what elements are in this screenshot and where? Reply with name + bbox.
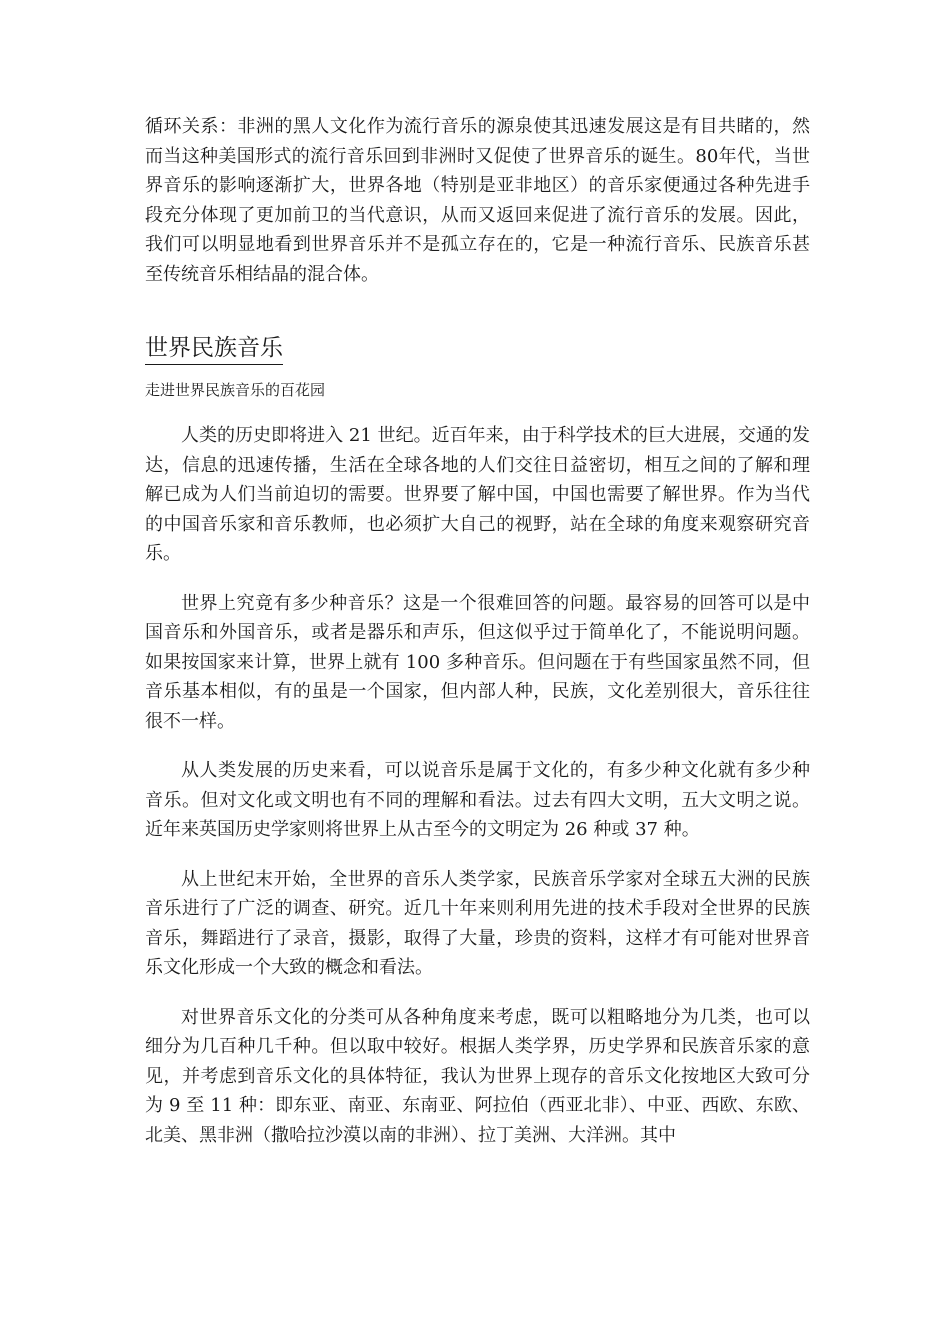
- body-paragraph-2: 世界上究竟有多少种音乐？这是一个很难回答的问题。最容易的回答可以是中国音乐和外国音乐，或者是器乐和声乐，但这似乎过于简单化了，不能说明问题。如果按国家来计算，世界上就有 100 多种音乐。但问题在于有些国家虽然不同，但音乐基本相似，有的虽是一个国家，但内部人种，民族，文化差别很大，音乐往往很不一样。: [145, 592, 810, 732]
- body-paragraph-3: 从人类发展的历史来看，可以说音乐是属于文化的，有多少种文化就有多少种音乐。但对文化或文明也有不同的理解和看法。过去有四大文明，五大文明之说。近年来英国历史学家则将世界上从古至今的文明定为 26 种或 37 种。: [145, 760, 810, 840]
- document-page: [145, 112, 810, 1150]
- body-paragraph-1: 人类的历史即将进入 21 世纪。近百年来，由于科学技术的巨大进展，交通的发达，信息的迅速传播，生活在全球各地的人们交往日益密切，相互之间的了解和理解已成为人们当前迫切的需要。世界要了解中国，中国也需要了解世界。作为当代的中国音乐家和音乐教师，也必须扩大自己的视野，站在全球的角度来观察研究音乐。: [145, 425, 810, 564]
- body-paragraph-5: 对世界音乐文化的分类可从各种角度来考虑，既可以粗略地分为几类，也可以细分为几百种几千种。但以取中较好。根据人类学界，历史学界和民族音乐家的意见，并考虑到音乐文化的具体特征，我认为世界上现存的音乐文化按地区大致可分为 9 至 11 种：即东亚、南亚、东南亚、阿拉伯（西亚北非）、中亚、西欧、东欧、北美、黑非洲（撒哈拉沙漠以南的非洲）、拉丁美洲、大洋洲。其中: [145, 1006, 810, 1146]
- intro-paragraph: 循环关系：非洲的黑人文化作为流行音乐的源泉使其迅速发展这是有目共睹的，然而当这种美国形式的流行音乐回到非洲时又促使了世界音乐的诞生。80年代，当世界音乐的影响逐渐扩大，世界各地（特别是亚非地区）的音乐家便通过各种先进手段充分体现了更加前卫的当代意识，从而又返回来促进了流行音乐的发展。因此，我们可以明显地看到世界音乐并不是孤立存在的，它是一种流行音乐、民族音乐甚至传统音乐相结晶的混合体。: [145, 116, 810, 285]
- section-title: 世界民族音乐: [145, 333, 283, 365]
- section-subtitle: 走进世界民族音乐的百花园: [145, 381, 326, 399]
- body-paragraph-4: 从上世纪末开始，全世界的音乐人类学家，民族音乐学家对全球五大洲的民族音乐进行了广泛的调查、研究。近几十年来则利用先进的技术手段对全世界的民族音乐，舞蹈进行了录音，摄影，取得了大量，珍贵的资料，这样才有可能对世界音乐文化形成一个大致的概念和看法。: [145, 868, 810, 978]
